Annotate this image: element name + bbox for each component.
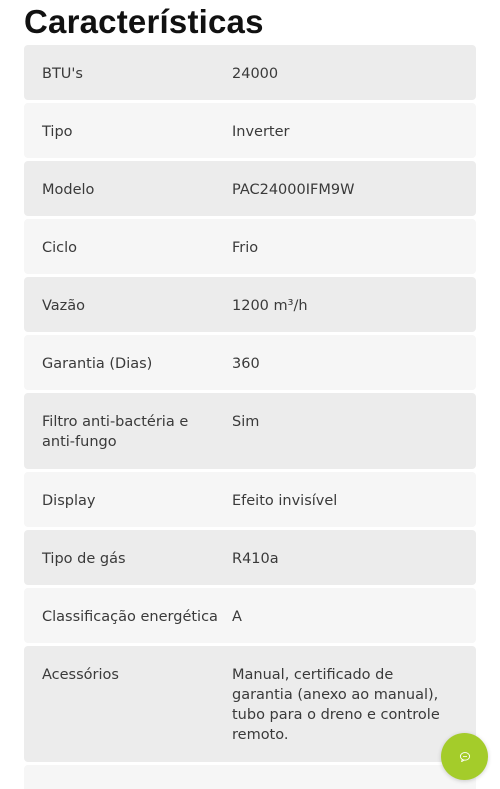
spec-key: Garantia (Dias) xyxy=(42,356,153,372)
spec-value: 1200 m³/h xyxy=(232,298,308,314)
spec-row xyxy=(24,219,476,274)
spec-row xyxy=(24,530,476,585)
spec-row xyxy=(24,161,476,216)
spec-value: A xyxy=(232,609,242,625)
spec-value: Efeito invisível xyxy=(232,493,338,509)
spec-row xyxy=(24,103,476,158)
chat-bubble-icon xyxy=(459,751,471,763)
spec-key: Tipo de gás xyxy=(42,551,126,567)
spec-row xyxy=(24,765,476,789)
spec-key: Tipo xyxy=(42,124,73,140)
chat-button[interactable] xyxy=(441,733,488,780)
spec-row xyxy=(24,393,476,469)
spec-key: BTU's xyxy=(42,66,83,82)
spec-key: Acessórios xyxy=(42,667,119,683)
spec-row xyxy=(24,335,476,390)
spec-key: Filtro anti-bactéria e anti-fungo xyxy=(42,414,189,450)
spec-value: Sim xyxy=(232,414,260,430)
page-title: Características xyxy=(24,3,264,40)
spec-row xyxy=(24,472,476,527)
spec-row xyxy=(24,588,476,643)
spec-value: R410a xyxy=(232,551,279,567)
spec-key: Ciclo xyxy=(42,240,78,256)
spec-row xyxy=(24,45,476,100)
spec-key: Modelo xyxy=(42,182,95,198)
spec-value: 360 xyxy=(232,356,260,372)
spec-table xyxy=(24,45,476,789)
spec-value: PAC24000IFM9W xyxy=(232,182,355,198)
spec-value: Inverter xyxy=(232,124,290,140)
spec-row xyxy=(24,646,476,762)
spec-key: Classificação energética xyxy=(42,609,218,625)
spec-value: Frio xyxy=(232,240,259,256)
spec-key: Display xyxy=(42,493,96,509)
spec-value: Manual, certificado de garantia (anexo ao manual), tubo para o dreno e controle remoto. xyxy=(232,667,440,743)
spec-key: Vazão xyxy=(42,298,86,314)
spec-value: 24000 xyxy=(232,66,279,82)
spec-row xyxy=(24,277,476,332)
